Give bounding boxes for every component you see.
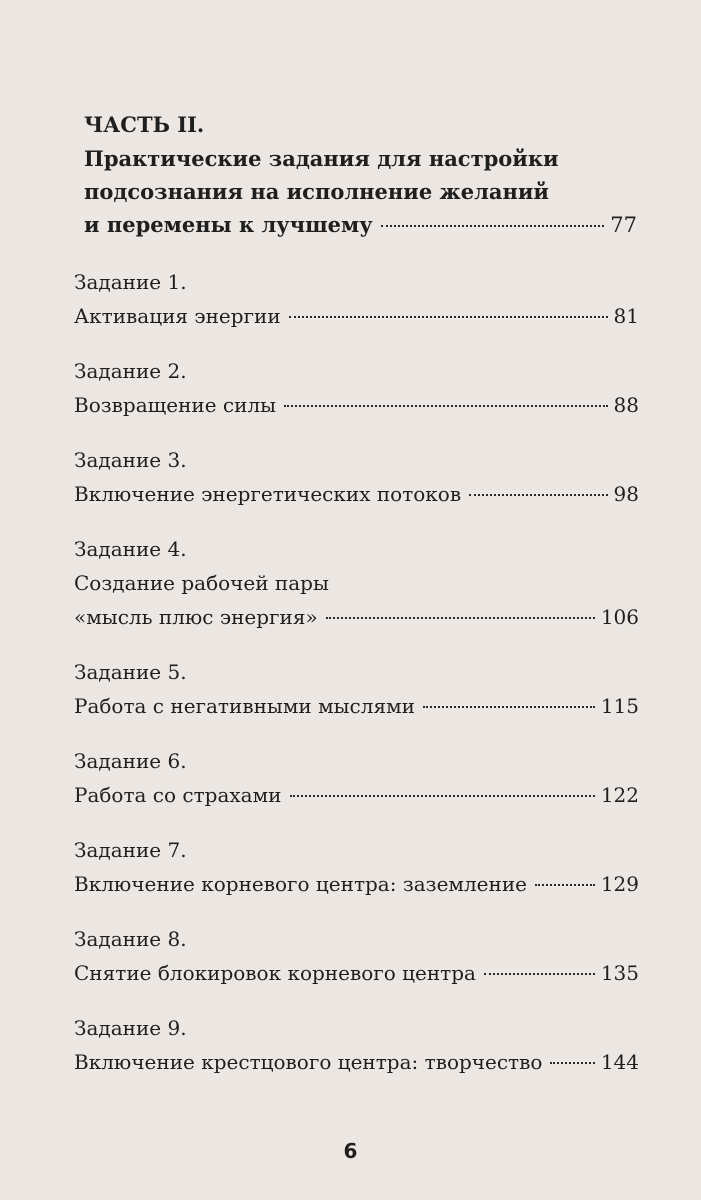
- part-label: ЧАСТЬ II.: [84, 112, 205, 137]
- entry-label: Задание 7.: [74, 838, 187, 862]
- part-title-line-1: Практические задания для настройки: [84, 146, 559, 171]
- dot-leader: [423, 706, 595, 708]
- entry-title-row: [74, 867, 639, 901]
- entry-title: Возвращение силы: [74, 393, 277, 417]
- entry-label: Задание 8.: [74, 927, 187, 951]
- entry-title: Работа со страхами: [74, 783, 282, 807]
- page-number: 77: [610, 213, 637, 237]
- entry-title-line-1: Создание рабочей пары: [74, 571, 329, 595]
- dot-leader: [290, 795, 595, 797]
- entry-label: Задание 5.: [74, 660, 187, 684]
- page-number: 129: [600, 872, 639, 896]
- entry-title: «мысль плюс энергия»: [74, 605, 318, 629]
- entry-title: Снятие блокировок корневого центра: [74, 961, 476, 985]
- page-number: 135: [600, 961, 639, 985]
- entry-label: Задание 2.: [74, 359, 187, 383]
- entry-title-row: [74, 600, 639, 634]
- entry-title-row: [74, 477, 639, 511]
- entry-title-row: [74, 299, 639, 333]
- part-title-line-2: подсознания на исполнение желаний: [84, 179, 550, 204]
- toc-entry-9: [74, 1011, 639, 1079]
- entry-label: Задание 3.: [74, 448, 187, 472]
- dot-leader: [550, 1062, 594, 1064]
- dot-leader: [469, 494, 607, 496]
- entry-title-row: [74, 689, 639, 723]
- toc-entry-4: [74, 532, 639, 634]
- toc-entry-1: [74, 265, 639, 333]
- toc-entry-2: [74, 354, 639, 422]
- entry-title: Включение крестцового центра: творчество: [74, 1050, 543, 1074]
- entry-title-row: [74, 778, 639, 812]
- dot-leader: [484, 973, 595, 975]
- dot-leader: [381, 225, 605, 227]
- part-title-line-3: [84, 208, 637, 241]
- entry-title: Активация энергии: [74, 304, 281, 328]
- entry-label: Задание 6.: [74, 749, 187, 773]
- toc-part-2: [84, 108, 637, 241]
- entry-title-row: [74, 1045, 639, 1079]
- dot-leader: [289, 316, 608, 318]
- toc-entry-8: [74, 922, 639, 990]
- entry-label: Задание 4.: [74, 537, 187, 561]
- page-number: 81: [613, 304, 639, 328]
- table-of-contents: [74, 108, 639, 1079]
- entry-label: Задание 9.: [74, 1016, 187, 1040]
- entry-title-row: [74, 388, 639, 422]
- part-title-text: и перемены к лучшему: [84, 212, 373, 237]
- page-number: 88: [613, 393, 639, 417]
- page-number: 144: [600, 1050, 639, 1074]
- page-number: 98: [613, 482, 639, 506]
- entry-title: Включение корневого центра: заземление: [74, 872, 527, 896]
- toc-entry-7: [74, 833, 639, 901]
- dot-leader: [284, 405, 607, 407]
- dot-leader: [326, 617, 595, 619]
- entry-label: Задание 1.: [74, 270, 187, 294]
- toc-entry-5: [74, 655, 639, 723]
- entry-title: Работа с негативными мыслями: [74, 694, 415, 718]
- entry-title-row: [74, 956, 639, 990]
- entry-title: Включение энергетических потоков: [74, 482, 462, 506]
- toc-entry-6: [74, 744, 639, 812]
- dot-leader: [535, 884, 595, 886]
- page-folio: 6: [343, 1139, 358, 1163]
- toc-entry-3: [74, 443, 639, 511]
- page-number: 115: [600, 694, 639, 718]
- page-number: 122: [600, 783, 639, 807]
- page-number: 106: [600, 605, 639, 629]
